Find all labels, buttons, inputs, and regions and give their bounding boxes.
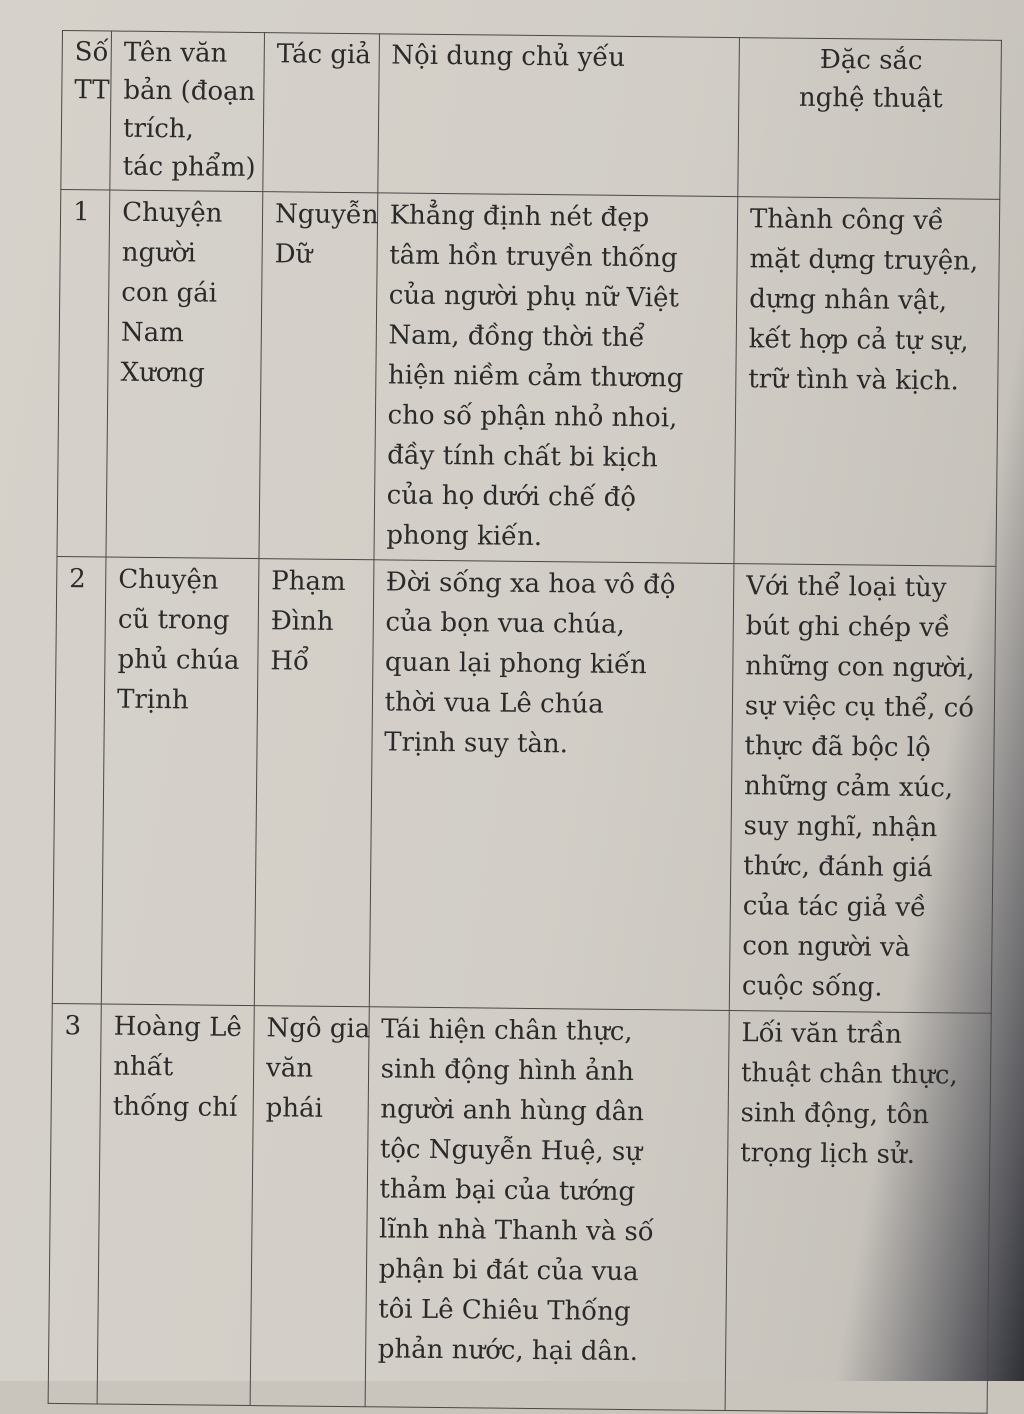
artistic-features: Thành công về mặt dựng truyện, dựng nhân vật, kết hợp cả tự sự, trữ tình và kịch. bbox=[734, 197, 1000, 567]
artistic-features: Lối văn trần thuật chân thực, sinh động, tôn trọng lịch sử. bbox=[725, 1011, 991, 1414]
artistic-features: Với thể loại tùy bút ghi chép về những con người, sự việc cụ thể, có thực đã bộc lộ những cảm xúc, suy nghĩ, nhận thức, đánh giá của tác giả về con người và cuộc sống. bbox=[729, 564, 996, 1014]
table-row bbox=[52, 556, 996, 1013]
row-number: 3 bbox=[48, 1003, 101, 1403]
main-content: Khẳng định nét đẹp tâm hồn truyền thống của người phụ nữ Việt Nam, đồng thời thể hiện niềm cảm thương cho số phận nhỏ nhoi, đầy tính chất bi kịch của họ dưới chế độ phong kiến. bbox=[374, 193, 738, 564]
author: Ngô gia văn phái bbox=[250, 1006, 369, 1407]
header-number: Số TT bbox=[61, 31, 112, 191]
header-artistic-features: Đặc sắc nghệ thuật bbox=[738, 38, 1002, 200]
header-author: Tác giả bbox=[263, 33, 379, 193]
table-row bbox=[57, 189, 1000, 566]
work-title: Chuyện cũ trong phủ chúa Trịnh bbox=[101, 557, 259, 1006]
work-title: Hoàng Lê nhất thống chí bbox=[97, 1004, 254, 1406]
main-content: Tái hiện chân thực, sinh động hình ảnh người anh hùng dân tộc Nguyễn Huệ, sự thảm bại của tướng lĩnh nhà Thanh và số phận bi đát của vua tôi Lê Chiêu Thống phản nước, hại dân. bbox=[365, 1007, 729, 1411]
row-number: 2 bbox=[52, 556, 106, 1003]
header-title: Tên văn bản (đoạn trích, tác phẩm) bbox=[110, 31, 265, 192]
literature-table-wrapper bbox=[48, 30, 1022, 1370]
work-title: Chuyện người con gái Nam Xương bbox=[106, 190, 263, 559]
header-content: Nội dung chủ yếu bbox=[377, 34, 739, 197]
author: Phạm Đình Hổ bbox=[254, 559, 373, 1007]
table-row bbox=[48, 1003, 991, 1413]
author: Nguyễn Dữ bbox=[259, 192, 377, 560]
row-number: 1 bbox=[57, 189, 110, 556]
literature-summary-table bbox=[48, 30, 1002, 1414]
table-header-row bbox=[61, 31, 1002, 200]
main-content: Đời sống xa hoa vô độ của bọn vua chúa, quan lại phong kiến thời vua Lê chúa Trịnh suy tàn. bbox=[369, 560, 734, 1011]
